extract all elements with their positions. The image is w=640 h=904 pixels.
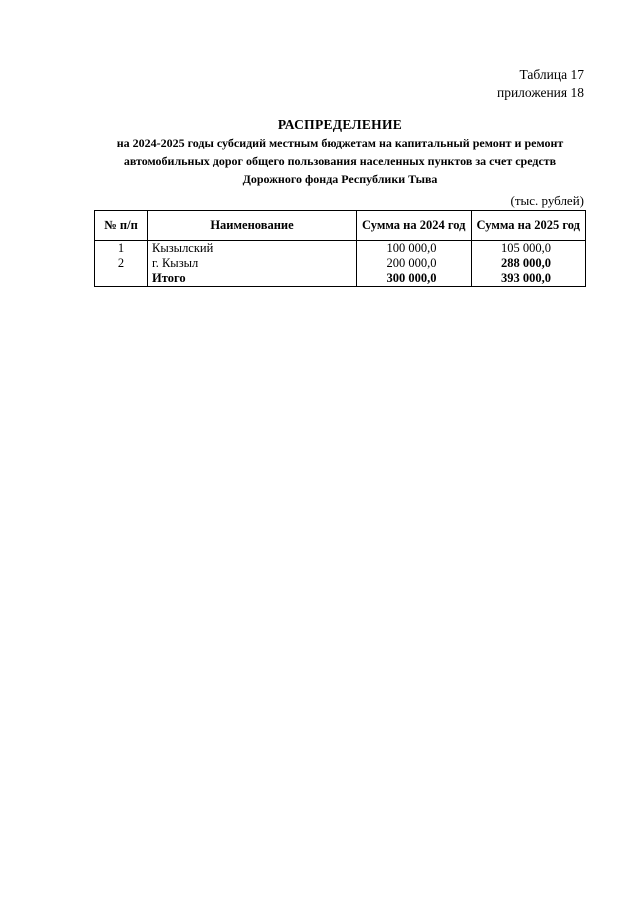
total-sum-2024: 300 000,0 <box>357 271 472 287</box>
appendix-reference <box>497 66 584 102</box>
row-number <box>95 271 148 287</box>
row-sum-2024: 100 000,0 <box>357 241 472 257</box>
table-number-label: Таблица 17 <box>519 67 584 82</box>
document-subtitle-line-2: автомобильных дорог общего пользования населенных пунктов за счет средств <box>123 154 557 168</box>
document-title: РАСПРЕДЕЛЕНИЕ <box>277 117 403 132</box>
row-name: Кызылский <box>148 241 357 257</box>
column-header-number: № п/п <box>95 211 148 241</box>
document-heading <box>94 116 586 188</box>
table-header-row <box>95 211 586 241</box>
total-sum-2025: 393 000,0 <box>471 271 586 287</box>
table-total-row <box>95 271 586 287</box>
column-header-2025: Сумма на 2025 год <box>471 211 586 241</box>
row-name: г. Кызыл <box>148 256 357 271</box>
appendix-number-label: приложения 18 <box>496 85 584 100</box>
distribution-table <box>94 210 586 287</box>
document-subtitle-line-3: Дорожного фонда Республики Тыва <box>242 172 438 186</box>
column-header-2024: Сумма на 2024 год <box>357 211 472 241</box>
row-number: 1 <box>95 241 148 257</box>
document-subtitle-line-1: на 2024-2025 годы субсидий местным бюджетам на капитальный ремонт и ремонт <box>116 136 564 150</box>
table-row <box>95 256 586 271</box>
column-header-name: Наименование <box>148 211 357 241</box>
row-sum-2025: 105 000,0 <box>471 241 586 257</box>
units-label: (тыс. рублей) <box>510 193 584 208</box>
total-label: Итого <box>148 271 357 287</box>
row-sum-2025: 288 000,0 <box>471 256 586 271</box>
row-number: 2 <box>95 256 148 271</box>
table-row <box>95 241 586 257</box>
row-sum-2024: 200 000,0 <box>357 256 472 271</box>
